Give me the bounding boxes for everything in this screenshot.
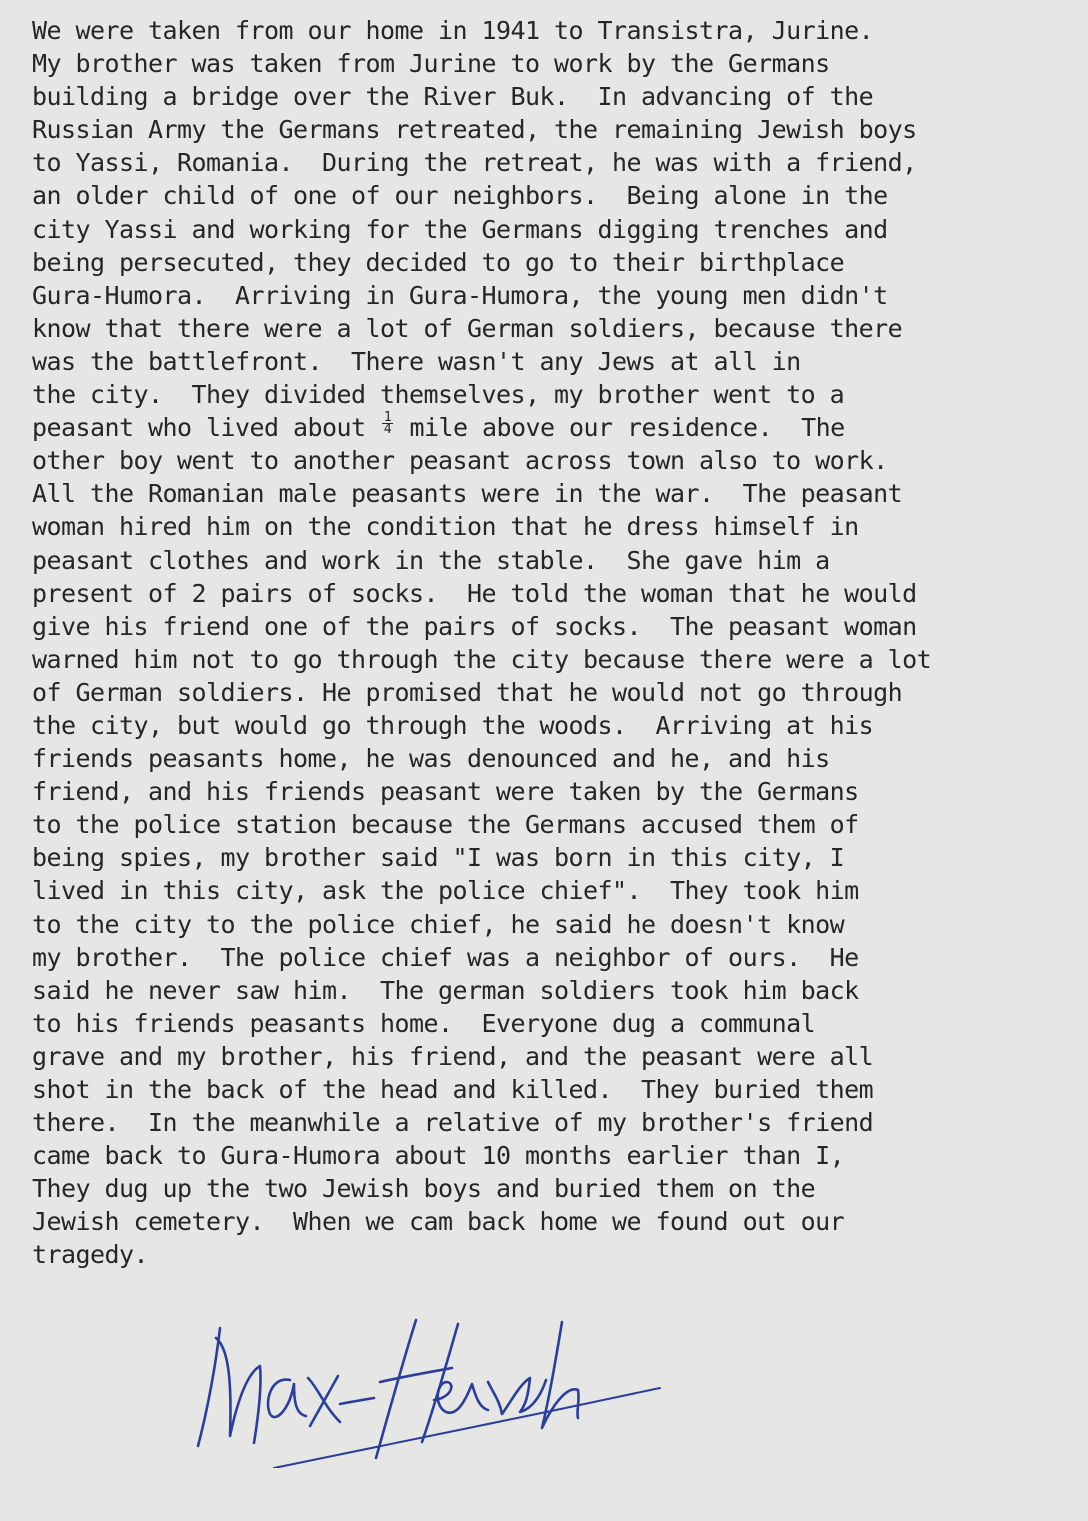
letter-line: to his friends peasants home. Everyone dug a communal	[32, 1008, 816, 1038]
letter-line: of German soldiers. He promised that he would not go through	[32, 677, 903, 707]
letter-line: to Yassi, Romania. During the retreat, he was with a friend,	[32, 148, 917, 178]
letter-line: to the city to the police chief, he said he doesn't know	[32, 909, 845, 939]
fraction-numerator: 1	[383, 410, 392, 426]
letter-line: an older child of one of our neighbors. Being alone in the	[32, 181, 888, 211]
letter-line: They dug up the two Jewish boys and buried them on the	[32, 1174, 816, 1204]
letter-line-text: mile above our residence. The	[395, 413, 845, 443]
letter-line: All the Romanian male peasants were in the war. The peasant	[32, 479, 903, 509]
letter-line: my brother. The police chief was a neighbor of ours. He	[32, 942, 859, 972]
letter-line: know that there were a lot of German soldiers, because there	[32, 313, 903, 343]
fraction-denominator: 4	[383, 422, 392, 438]
letter-line: building a bridge over the River Buk. In advancing of the	[32, 82, 874, 112]
letter-line: give his friend one of the pairs of socks. The peasant woman	[32, 611, 917, 641]
letter-line: Gura-Humora. Arriving in Gura-Humora, the young men didn't	[32, 280, 888, 310]
letter-line: warned him not to go through the city because there were a lot	[32, 644, 932, 674]
letter-line: lived in this city, ask the police chief". They took him	[32, 876, 859, 906]
letter-line: friend, and his friends peasant were taken by the Germans	[32, 777, 859, 807]
letter-line: there. In the meanwhile a relative of my brother's friend	[32, 1108, 874, 1138]
letter-line: grave and my brother, his friend, and the peasant were all	[32, 1041, 874, 1071]
letter-line: Russian Army the Germans retreated, the remaining Jewish boys	[32, 115, 917, 145]
letter-line: came back to Gura-Humora about 10 months earlier than I,	[32, 1141, 845, 1171]
letter-line: the city, but would go through the woods. Arriving at his	[32, 710, 874, 740]
signature	[190, 1318, 680, 1468]
letter-line: present of 2 pairs of socks. He told the woman that he would	[32, 578, 917, 608]
letter-body	[32, 14, 1082, 1272]
letter-line: woman hired him on the condition that he dress himself in	[32, 512, 859, 542]
letter-line: friends peasants home, he was denounced and he, and his	[32, 744, 830, 774]
letter-line: said he never saw him. The german soldiers took him back	[32, 975, 859, 1005]
letter-line: peasant clothes and work in the stable. She gave him a	[32, 545, 830, 575]
fraction-quarter	[380, 410, 395, 438]
letter-line: Jewish cemetery. When we cam back home we found out our	[32, 1207, 845, 1237]
letter-line: to the police station because the Germans accused them of	[32, 810, 859, 840]
letter-line-text: peasant who lived about	[32, 413, 381, 443]
letter-line: other boy went to another peasant across town also to work.	[32, 446, 888, 476]
letter-line: city Yassi and working for the Germans digging trenches and	[32, 214, 888, 244]
letter-line: being persecuted, they decided to go to their birthplace	[32, 247, 845, 277]
letter-line: My brother was taken from Jurine to work by the Germans	[32, 49, 830, 79]
letter-line	[32, 411, 1082, 444]
letter-line: being spies, my brother said "I was born in this city, I	[32, 843, 845, 873]
letter-line: shot in the back of the head and killed. They buried them	[32, 1075, 874, 1104]
letter-line: was the battlefront. There wasn't any Jews at all in	[32, 346, 801, 376]
letter-line: the city. They divided themselves, my brother went to a	[32, 380, 845, 410]
letter-line: We were taken from our home in 1941 to Transistra, Jurine.	[32, 16, 874, 45]
letter-line: tragedy.	[32, 1240, 149, 1270]
